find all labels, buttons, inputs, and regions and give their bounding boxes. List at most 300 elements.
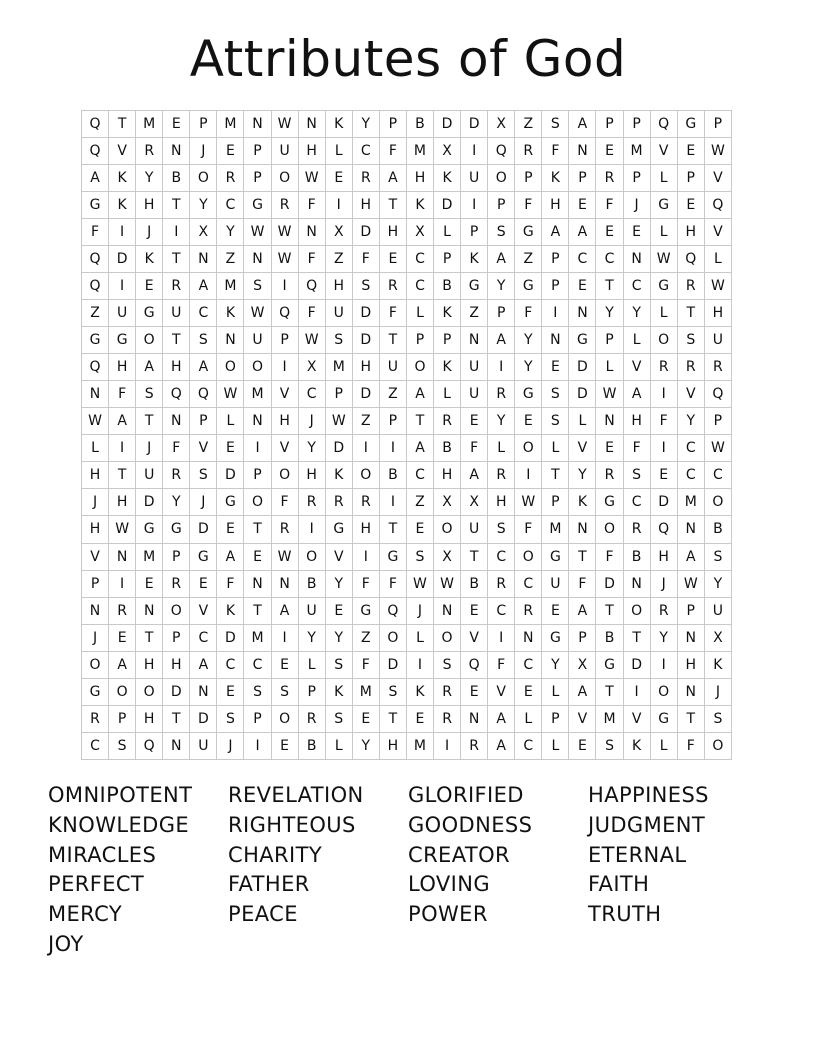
word-list-item: ETERNAL: [588, 842, 687, 867]
grid-cell: R: [488, 570, 515, 597]
grid-cell: E: [136, 570, 163, 597]
grid-cell: Q: [82, 111, 109, 138]
grid-cell: Y: [325, 624, 352, 651]
grid-cell: I: [109, 219, 136, 246]
grid-cell: F: [109, 381, 136, 408]
grid-cell: K: [434, 300, 461, 327]
grid-cell: L: [623, 327, 650, 354]
grid-cell: G: [542, 543, 569, 570]
grid-cell: U: [325, 300, 352, 327]
grid-cell: O: [434, 624, 461, 651]
word-list-item: MIRACLES: [48, 842, 157, 867]
grid-cell: H: [352, 516, 379, 543]
grid-cell: R: [677, 354, 704, 381]
grid-cell: R: [461, 732, 488, 759]
grid-cell: R: [515, 597, 542, 624]
grid-cell: A: [190, 273, 217, 300]
grid-cell: Y: [569, 462, 596, 489]
grid-cell: S: [190, 327, 217, 354]
grid-cell: P: [325, 381, 352, 408]
grid-cell: S: [677, 327, 704, 354]
grid-cell: N: [82, 381, 109, 408]
grid-cell: P: [190, 111, 217, 138]
grid-cell: P: [515, 165, 542, 192]
grid-cell: S: [271, 678, 298, 705]
grid-cell: F: [596, 192, 623, 219]
grid-cell: E: [542, 597, 569, 624]
grid-cell: P: [542, 246, 569, 273]
grid-cell: N: [461, 705, 488, 732]
grid-cell: T: [569, 543, 596, 570]
grid-cell: J: [190, 138, 217, 165]
word-list-item: JUDGMENT: [588, 812, 706, 837]
grid-cell: T: [677, 705, 704, 732]
grid-cell: O: [434, 516, 461, 543]
grid-cell: L: [650, 300, 677, 327]
grid-cell: G: [136, 300, 163, 327]
grid-cell: V: [325, 543, 352, 570]
grid-cell: Y: [677, 408, 704, 435]
grid-cell: O: [82, 651, 109, 678]
grid-cell: S: [488, 516, 515, 543]
grid-cell: R: [271, 516, 298, 543]
grid-cell: U: [136, 462, 163, 489]
grid-cell: S: [704, 705, 731, 732]
grid-cell: T: [596, 273, 623, 300]
grid-cell: V: [623, 705, 650, 732]
grid-cell: I: [109, 273, 136, 300]
grid-row: [82, 111, 732, 138]
grid-cell: M: [542, 516, 569, 543]
grid-cell: P: [623, 111, 650, 138]
grid-cell: M: [217, 111, 244, 138]
grid-cell: C: [515, 651, 542, 678]
grid-cell: J: [406, 597, 433, 624]
grid-cell: V: [488, 678, 515, 705]
word-column: [408, 781, 588, 930]
grid-cell: W: [298, 165, 325, 192]
grid-cell: H: [434, 462, 461, 489]
grid-cell: G: [596, 489, 623, 516]
grid-cell: Q: [163, 381, 190, 408]
grid-cell: P: [244, 138, 271, 165]
grid-cell: B: [704, 516, 731, 543]
grid-cell: U: [379, 354, 406, 381]
grid-cell: L: [542, 678, 569, 705]
grid-cell: P: [704, 408, 731, 435]
grid-cell: Z: [515, 111, 542, 138]
grid-cell: F: [542, 138, 569, 165]
grid-cell: M: [136, 111, 163, 138]
grid-cell: E: [515, 678, 542, 705]
grid-cell: F: [298, 246, 325, 273]
grid-cell: C: [677, 462, 704, 489]
grid-cell: M: [596, 705, 623, 732]
grid-cell: C: [217, 651, 244, 678]
grid-cell: B: [434, 435, 461, 462]
grid-cell: U: [244, 327, 271, 354]
grid-cell: L: [434, 381, 461, 408]
grid-cell: I: [109, 570, 136, 597]
grid-cell: D: [461, 111, 488, 138]
grid-cell: K: [434, 354, 461, 381]
grid-cell: M: [244, 381, 271, 408]
grid-cell: G: [352, 597, 379, 624]
grid-cell: A: [379, 165, 406, 192]
grid-cell: D: [434, 111, 461, 138]
grid-cell: X: [298, 354, 325, 381]
grid-cell: A: [217, 543, 244, 570]
grid-cell: Y: [136, 165, 163, 192]
grid-cell: R: [434, 408, 461, 435]
grid-cell: V: [271, 381, 298, 408]
grid-cell: D: [623, 651, 650, 678]
grid-cell: W: [271, 543, 298, 570]
grid-cell: P: [569, 165, 596, 192]
grid-cell: W: [271, 111, 298, 138]
grid-cell: L: [325, 732, 352, 759]
grid-cell: Q: [82, 246, 109, 273]
grid-cell: C: [488, 597, 515, 624]
grid-row: [82, 597, 732, 624]
grid-cell: N: [244, 246, 271, 273]
grid-cell: O: [515, 543, 542, 570]
grid-cell: V: [569, 705, 596, 732]
grid-cell: C: [82, 732, 109, 759]
grid-cell: C: [298, 381, 325, 408]
grid-cell: U: [190, 732, 217, 759]
grid-cell: T: [379, 327, 406, 354]
grid-cell: N: [244, 408, 271, 435]
word-list-item: MERCY: [48, 902, 123, 927]
grid-cell: Q: [82, 354, 109, 381]
grid-cell: H: [542, 192, 569, 219]
word-list-item: LOVING: [408, 872, 491, 897]
grid-cell: S: [596, 732, 623, 759]
grid-cell: O: [650, 327, 677, 354]
grid-cell: H: [379, 732, 406, 759]
grid-row: [82, 570, 732, 597]
grid-cell: G: [136, 516, 163, 543]
grid-cell: U: [298, 597, 325, 624]
grid-cell: Z: [379, 381, 406, 408]
grid-cell: I: [244, 435, 271, 462]
grid-cell: O: [136, 327, 163, 354]
grid-cell: F: [515, 192, 542, 219]
grid-cell: G: [244, 192, 271, 219]
grid-cell: F: [271, 489, 298, 516]
grid-row: [82, 327, 732, 354]
grid-cell: E: [325, 165, 352, 192]
grid-cell: F: [488, 651, 515, 678]
grid-cell: V: [569, 435, 596, 462]
grid-cell: T: [379, 516, 406, 543]
grid-cell: L: [488, 435, 515, 462]
grid-cell: T: [596, 678, 623, 705]
grid-cell: D: [569, 354, 596, 381]
grid-cell: G: [163, 516, 190, 543]
grid-cell: C: [406, 462, 433, 489]
grid-cell: F: [515, 516, 542, 543]
grid-cell: I: [379, 489, 406, 516]
grid-cell: P: [623, 165, 650, 192]
grid-cell: K: [109, 192, 136, 219]
word-search-grid: [81, 110, 732, 760]
grid-cell: X: [434, 543, 461, 570]
grid-cell: V: [109, 138, 136, 165]
grid-cell: A: [461, 462, 488, 489]
grid-cell: I: [109, 435, 136, 462]
grid-cell: E: [596, 138, 623, 165]
grid-row: [82, 219, 732, 246]
grid-cell: V: [461, 624, 488, 651]
grid-cell: P: [488, 300, 515, 327]
grid-cell: O: [352, 462, 379, 489]
grid-cell: K: [434, 165, 461, 192]
grid-cell: H: [298, 138, 325, 165]
grid-cell: R: [515, 138, 542, 165]
grid-cell: B: [596, 624, 623, 651]
grid-cell: N: [82, 597, 109, 624]
grid-cell: D: [569, 381, 596, 408]
grid-cell: E: [325, 597, 352, 624]
grid-cell: K: [461, 246, 488, 273]
grid-cell: I: [461, 192, 488, 219]
grid-cell: G: [650, 192, 677, 219]
grid-cell: J: [136, 435, 163, 462]
grid-cell: P: [298, 678, 325, 705]
grid-cell: Y: [488, 273, 515, 300]
grid-cell: N: [596, 408, 623, 435]
grid-cell: H: [325, 273, 352, 300]
grid-cell: Y: [190, 192, 217, 219]
grid-cell: B: [434, 273, 461, 300]
grid-cell: I: [298, 516, 325, 543]
grid-cell: Z: [325, 246, 352, 273]
grid-cell: R: [434, 678, 461, 705]
grid-cell: S: [190, 462, 217, 489]
grid-cell: U: [461, 354, 488, 381]
grid-cell: L: [650, 732, 677, 759]
grid-cell: X: [434, 489, 461, 516]
grid-cell: C: [677, 435, 704, 462]
grid-cell: S: [325, 327, 352, 354]
grid-cell: E: [217, 138, 244, 165]
grid-cell: H: [406, 165, 433, 192]
grid-cell: S: [542, 111, 569, 138]
grid-cell: K: [217, 597, 244, 624]
grid-cell: O: [379, 624, 406, 651]
grid-cell: E: [136, 273, 163, 300]
grid-cell: H: [136, 705, 163, 732]
grid-cell: A: [190, 354, 217, 381]
grid-cell: B: [406, 111, 433, 138]
grid-cell: W: [109, 516, 136, 543]
grid-cell: N: [136, 597, 163, 624]
grid-cell: D: [650, 489, 677, 516]
grid-cell: E: [190, 570, 217, 597]
word-list-item: CREATOR: [408, 842, 511, 867]
grid-row: [82, 138, 732, 165]
grid-cell: W: [704, 273, 731, 300]
grid-cell: O: [406, 354, 433, 381]
word-list-item: TRUTH: [588, 902, 662, 927]
grid-cell: K: [325, 462, 352, 489]
grid-cell: O: [244, 354, 271, 381]
grid-cell: U: [542, 570, 569, 597]
grid-cell: H: [352, 192, 379, 219]
grid-row: [82, 732, 732, 759]
grid-cell: H: [677, 651, 704, 678]
grid-cell: L: [82, 435, 109, 462]
grid-cell: H: [163, 354, 190, 381]
grid-cell: O: [515, 435, 542, 462]
grid-row: [82, 381, 732, 408]
grid-cell: T: [461, 543, 488, 570]
grid-cell: E: [352, 705, 379, 732]
grid-row: [82, 516, 732, 543]
word-list-item: RIGHTEOUS: [228, 812, 356, 837]
grid-cell: A: [488, 246, 515, 273]
grid-cell: D: [217, 462, 244, 489]
grid-cell: F: [352, 570, 379, 597]
grid-cell: L: [406, 300, 433, 327]
grid-row: [82, 273, 732, 300]
grid-cell: V: [704, 165, 731, 192]
grid-cell: N: [298, 219, 325, 246]
word-list-item: KNOWLEDGE: [48, 812, 190, 837]
grid-cell: Q: [82, 138, 109, 165]
grid-cell: J: [298, 408, 325, 435]
grid-cell: Z: [461, 300, 488, 327]
grid-cell: V: [623, 354, 650, 381]
word-column: [48, 781, 228, 960]
grid-cell: H: [136, 651, 163, 678]
grid-cell: F: [379, 570, 406, 597]
grid-cell: M: [406, 138, 433, 165]
grid-cell: A: [542, 219, 569, 246]
grid-cell: P: [596, 111, 623, 138]
grid-cell: V: [190, 597, 217, 624]
grid-cell: Q: [704, 192, 731, 219]
grid-cell: M: [244, 624, 271, 651]
grid-cell: P: [434, 327, 461, 354]
word-list-item: PEACE: [228, 902, 298, 927]
grid-cell: N: [623, 570, 650, 597]
grid-cell: P: [244, 165, 271, 192]
grid-cell: C: [406, 246, 433, 273]
grid-cell: A: [406, 435, 433, 462]
grid-cell: J: [623, 192, 650, 219]
grid-cell: T: [677, 300, 704, 327]
grid-cell: Y: [488, 408, 515, 435]
grid-cell: I: [406, 651, 433, 678]
grid-cell: S: [244, 273, 271, 300]
grid-cell: X: [461, 489, 488, 516]
grid-cell: F: [379, 300, 406, 327]
grid-cell: G: [217, 489, 244, 516]
grid-cell: H: [109, 489, 136, 516]
grid-cell: E: [542, 354, 569, 381]
grid-cell: C: [244, 651, 271, 678]
grid-cell: C: [515, 570, 542, 597]
grid-cell: D: [163, 678, 190, 705]
grid-cell: P: [163, 543, 190, 570]
grid-cell: V: [650, 138, 677, 165]
grid-cell: N: [109, 543, 136, 570]
grid-cell: N: [515, 624, 542, 651]
grid-cell: Q: [298, 273, 325, 300]
grid-cell: S: [379, 678, 406, 705]
grid-cell: B: [623, 543, 650, 570]
grid-cell: H: [623, 408, 650, 435]
grid-cell: T: [163, 327, 190, 354]
grid-cell: R: [298, 705, 325, 732]
grid-cell: F: [596, 543, 623, 570]
grid-cell: R: [488, 381, 515, 408]
grid-cell: G: [569, 327, 596, 354]
grid-cell: P: [542, 273, 569, 300]
grid-cell: Q: [136, 732, 163, 759]
grid-cell: E: [271, 732, 298, 759]
grid-cell: U: [704, 327, 731, 354]
grid-cell: J: [136, 219, 163, 246]
grid-cell: G: [515, 219, 542, 246]
grid-cell: Y: [515, 327, 542, 354]
grid-cell: K: [623, 732, 650, 759]
grid-cell: Y: [163, 489, 190, 516]
grid-row: [82, 462, 732, 489]
grid-cell: N: [244, 570, 271, 597]
grid-cell: G: [190, 543, 217, 570]
grid-cell: H: [163, 651, 190, 678]
grid-cell: R: [298, 489, 325, 516]
grid-cell: M: [217, 273, 244, 300]
grid-cell: P: [569, 624, 596, 651]
grid-cell: F: [515, 300, 542, 327]
grid-cell: S: [109, 732, 136, 759]
grid-cell: Z: [515, 246, 542, 273]
grid-cell: V: [82, 543, 109, 570]
grid-cell: R: [109, 597, 136, 624]
grid-cell: W: [596, 381, 623, 408]
grid-cell: E: [650, 462, 677, 489]
grid-cell: V: [704, 219, 731, 246]
grid-cell: O: [298, 543, 325, 570]
grid-cell: K: [406, 192, 433, 219]
grid-cell: A: [190, 651, 217, 678]
word-list-item: FAITH: [588, 872, 650, 897]
grid-cell: C: [488, 543, 515, 570]
grid-cell: A: [677, 543, 704, 570]
grid-cell: O: [190, 165, 217, 192]
grid-cell: O: [704, 489, 731, 516]
grid-cell: V: [677, 381, 704, 408]
grid-cell: P: [379, 408, 406, 435]
grid-cell: N: [298, 111, 325, 138]
word-list-item: CHARITY: [228, 842, 323, 867]
grid-cell: I: [650, 651, 677, 678]
grid-cell: L: [515, 705, 542, 732]
grid-cell: N: [163, 138, 190, 165]
grid-cell: C: [406, 273, 433, 300]
grid-cell: M: [406, 732, 433, 759]
grid-cell: X: [190, 219, 217, 246]
grid-cell: Q: [82, 273, 109, 300]
grid-cell: A: [406, 381, 433, 408]
grid-cell: S: [542, 408, 569, 435]
grid-cell: Y: [515, 354, 542, 381]
